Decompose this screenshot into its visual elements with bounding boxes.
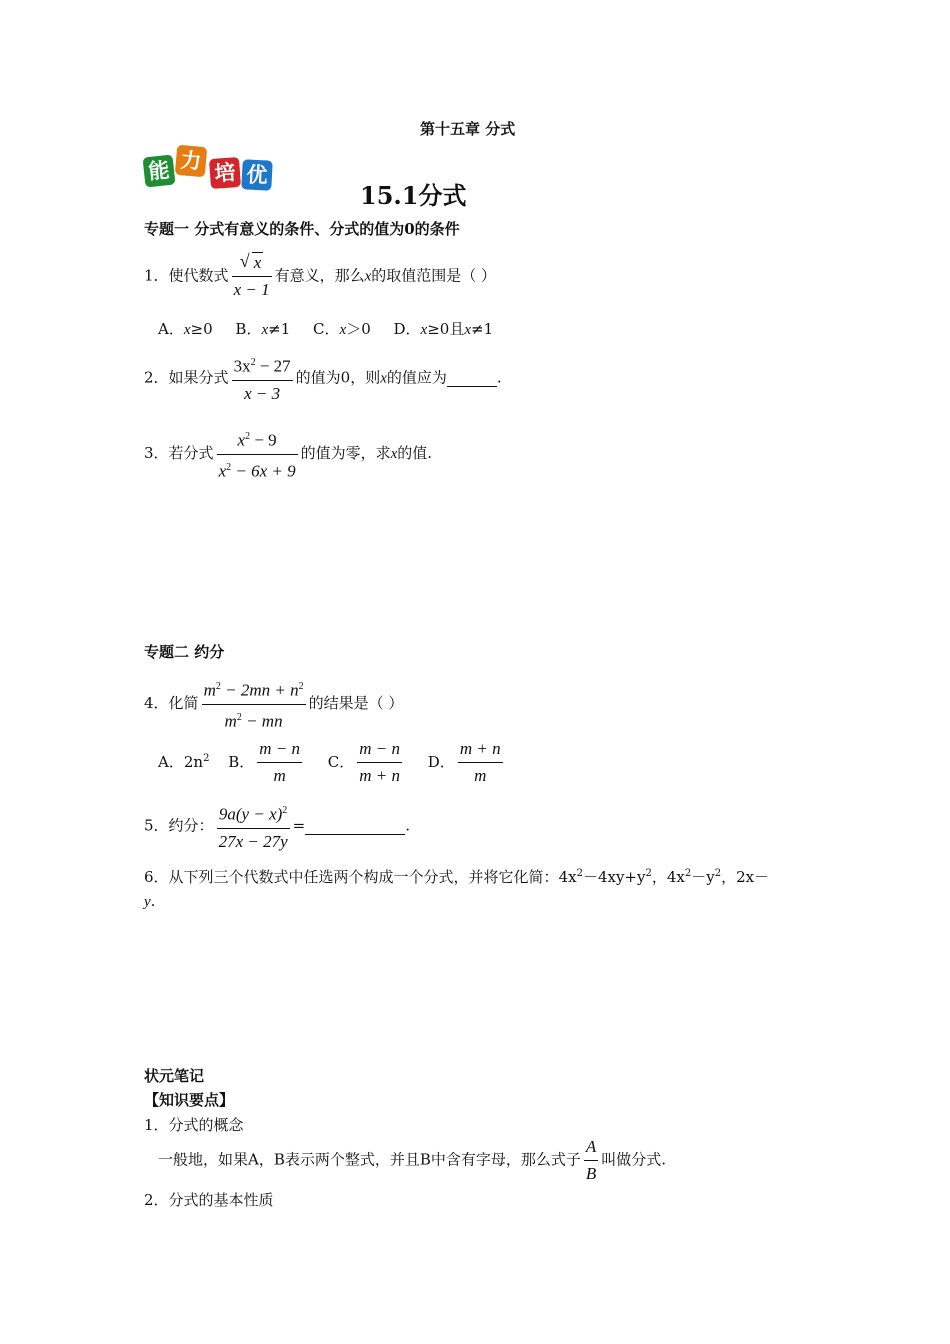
section-title: 15.1分式 — [360, 181, 467, 210]
notes-title: 状元笔记 — [144, 1067, 205, 1085]
question-6-cont: y. — [144, 892, 156, 910]
q4-fraction: $\frac{m^2 - 2mn + n^2}{m^2 - mn}$ — [202, 676, 306, 732]
logo-char-3: 培 — [209, 157, 241, 189]
question-4: 4．化简 $\frac{m^2 - 2mn + n^2}{m^2 - mn}$ 的结果是（ ） — [144, 676, 403, 732]
question-6: 6．从下列三个代数式中任选两个构成一个分式，并将它化简：$4x^2-4xy+y^2$，$4x^2-y^2$，2x－ — [144, 868, 770, 886]
logo-char-2: 力 — [175, 145, 208, 178]
notes-subtitle: 【知识要点】 — [144, 1091, 235, 1109]
question-3: 3．若分式 $\frac{x^2 - 9}{x^2 - 6x + 9}$ 的值为零，求x的值. — [144, 426, 432, 482]
sqrt-icon: √ — [239, 251, 250, 271]
logo-char-4: 优 — [241, 159, 273, 191]
answer-blank — [447, 368, 497, 387]
q1-fraction: √ x x − 1 — [233, 251, 270, 299]
notes-item-1-text: 一般地，如果A，B表示两个整式，并且B中含有字母，那么式子 $\frac{A}{B}$ 叫做分式. — [158, 1137, 667, 1183]
notes-item-1: 1．分式的概念 — [144, 1116, 244, 1134]
topic2-heading: 专题二 约分 — [144, 643, 225, 661]
q4-option-d: D． $\frac{m + n}{m}$ — [427, 739, 501, 785]
q1-option-b: B．x≠1 — [235, 320, 291, 338]
question-5: 5．约分： $\frac{9a(y - x)^2}{27x - 27y}$ = . — [144, 800, 410, 853]
q1-option-d: D．x≥0且x≠1 — [393, 320, 494, 338]
q4-option-a: A．$2n^2$ — [158, 752, 210, 771]
q4-options — [158, 738, 506, 787]
q5-fraction: $\frac{9a(y - x)^2}{27x - 27y}$ — [217, 800, 290, 853]
logo-char-1: 能 — [143, 155, 176, 188]
question-2: 2．如果分式 $\frac{3x^2 - 27}{x - 3}$ 的值为0，则x的值应为 . — [144, 352, 502, 405]
q3-fraction: $\frac{x^2 - 9}{x^2 - 6x + 9}$ — [217, 426, 298, 482]
chapter-title: 第十五章 分式 — [420, 120, 516, 138]
q2-fraction: $\frac{3x^2 - 27}{x - 3}$ — [232, 352, 293, 405]
q1-option-a: A．x≥0 — [158, 320, 213, 338]
q1-options — [158, 318, 493, 339]
answer-blank — [305, 816, 405, 835]
q4-option-b: B． $\frac{m - n}{m}$ — [228, 739, 300, 785]
q1-option-c: C．x＞0 — [313, 320, 371, 338]
topic1-heading: 专题一 分式有意义的条件、分式的值为0的条件 — [144, 220, 460, 238]
notes-item-2: 2．分式的基本性质 — [144, 1191, 274, 1209]
q4-option-c: C． $\frac{m - n}{m + n}$ — [327, 739, 401, 785]
question-1: 1．使代数式 √ x x − 1 有意义，那么x的取值范围是（ ） — [144, 251, 497, 299]
